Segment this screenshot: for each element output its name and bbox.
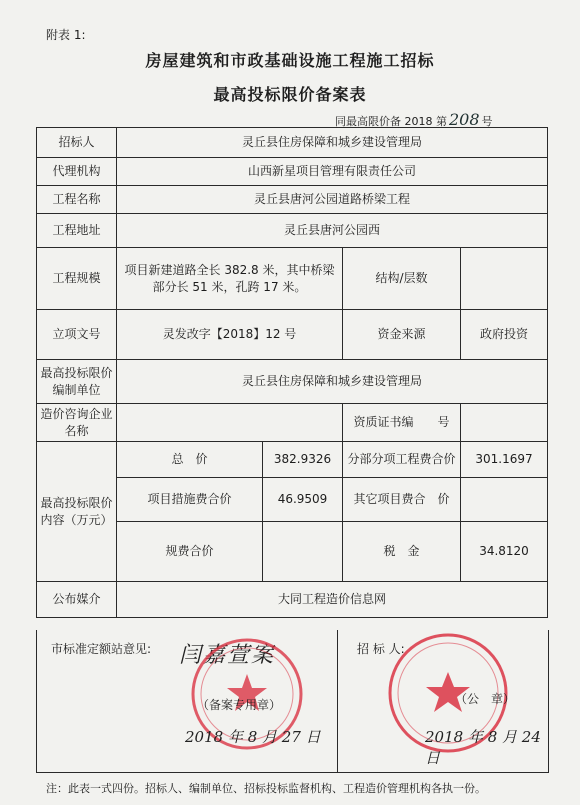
footnote: 注：此表一式四份。招标人、编制单位、招标投标监督机构、工程造价管理机构各执一份。 (46, 782, 486, 795)
total-value: 382.9326 (263, 442, 343, 478)
compiler-value: 灵丘县住房保障和城乡建设管理局 (117, 360, 548, 404)
cert-label: 资质证书编 号 (343, 404, 461, 442)
media-value: 大同工程造价信息网 (117, 582, 548, 618)
subitem-value: 301.1697 (461, 442, 548, 478)
signoff-section (36, 630, 549, 773)
tenderer-date: 2018 年 8 月 24 日 (425, 728, 541, 767)
station-date: 2018 年 8 月 27 日 (185, 728, 321, 746)
other-label: 其它项目费合 价 (343, 478, 461, 522)
tenderer-stamp-note: （公 章） (455, 692, 516, 706)
consultant-label: 造价咨询企业名称 (37, 404, 117, 442)
measures-value: 46.9509 (263, 478, 343, 522)
row-approval (37, 310, 548, 360)
media-label: 公布媒介 (37, 582, 117, 618)
scale-label: 工程规模 (37, 248, 117, 310)
tenderer-sign-label: 招 标 人: (357, 642, 405, 656)
row-media (37, 582, 548, 618)
consultant-value (117, 404, 343, 442)
row-project-name (37, 186, 548, 214)
row-scale (37, 248, 548, 310)
fund-label: 资金来源 (343, 310, 461, 360)
project-name-value: 灵丘县唐河公园道路桥梁工程 (117, 186, 548, 214)
measures-label: 项目措施费合价 (117, 478, 263, 522)
form-title-line1: 房屋建筑和市政基础设施工程施工招标 (145, 51, 435, 70)
filing-number-handwritten: 208 (449, 110, 480, 129)
project-address-value: 灵丘县唐河公园西 (117, 214, 548, 248)
other-value (461, 478, 548, 522)
tenderer-label: 招标人 (37, 128, 117, 158)
scale-value: 项目新建道路全长 382.8 米，其中桥梁部分长 51 米，孔跨 17 米。 (117, 248, 343, 310)
handwritten-signature: 闫嘉萱案 (179, 643, 276, 668)
project-address-label: 工程地址 (37, 214, 117, 248)
station-stamp-note: （备案专用章） (197, 698, 282, 712)
filing-prefix: 同最高限价备 2018 第 (335, 115, 447, 128)
signoff-divider (337, 630, 338, 772)
limit-group-label: 最高投标限价内容（万元） (37, 442, 117, 582)
approval-value: 灵发改字【2018】12 号 (117, 310, 343, 360)
structure-label: 结构/层数 (343, 248, 461, 310)
structure-value (461, 248, 548, 310)
station-opinion-label: 市标准定额站意见: (51, 642, 152, 656)
row-tenderer (37, 128, 548, 158)
row-project-address (37, 214, 548, 248)
approval-label: 立项文号 (37, 310, 117, 360)
subitem-label: 分部分项工程费合价 (343, 442, 461, 478)
filing-suffix: 号 (481, 115, 493, 128)
row-agency (37, 158, 548, 186)
fees-label: 规费合价 (117, 522, 263, 582)
row-limit-total (37, 442, 548, 478)
row-consultant (37, 404, 548, 442)
tax-value: 34.8120 (461, 522, 548, 582)
project-name-label: 工程名称 (37, 186, 117, 214)
compiler-label: 最高投标限价编制单位 (37, 360, 117, 404)
total-label: 总 价 (117, 442, 263, 478)
row-compiler (37, 360, 548, 404)
agency-value: 山西新星项目管理有限责任公司 (117, 158, 548, 186)
tax-label: 税 金 (343, 522, 461, 582)
filing-table (36, 127, 548, 618)
fund-value: 政府投资 (461, 310, 548, 360)
fees-value (263, 522, 343, 582)
attachment-label: 附表 1: (46, 28, 86, 42)
form-title-line2: 最高投标限价备案表 (213, 85, 367, 104)
agency-label: 代理机构 (37, 158, 117, 186)
cert-value (461, 404, 548, 442)
tenderer-value: 灵丘县住房保障和城乡建设管理局 (117, 128, 548, 158)
